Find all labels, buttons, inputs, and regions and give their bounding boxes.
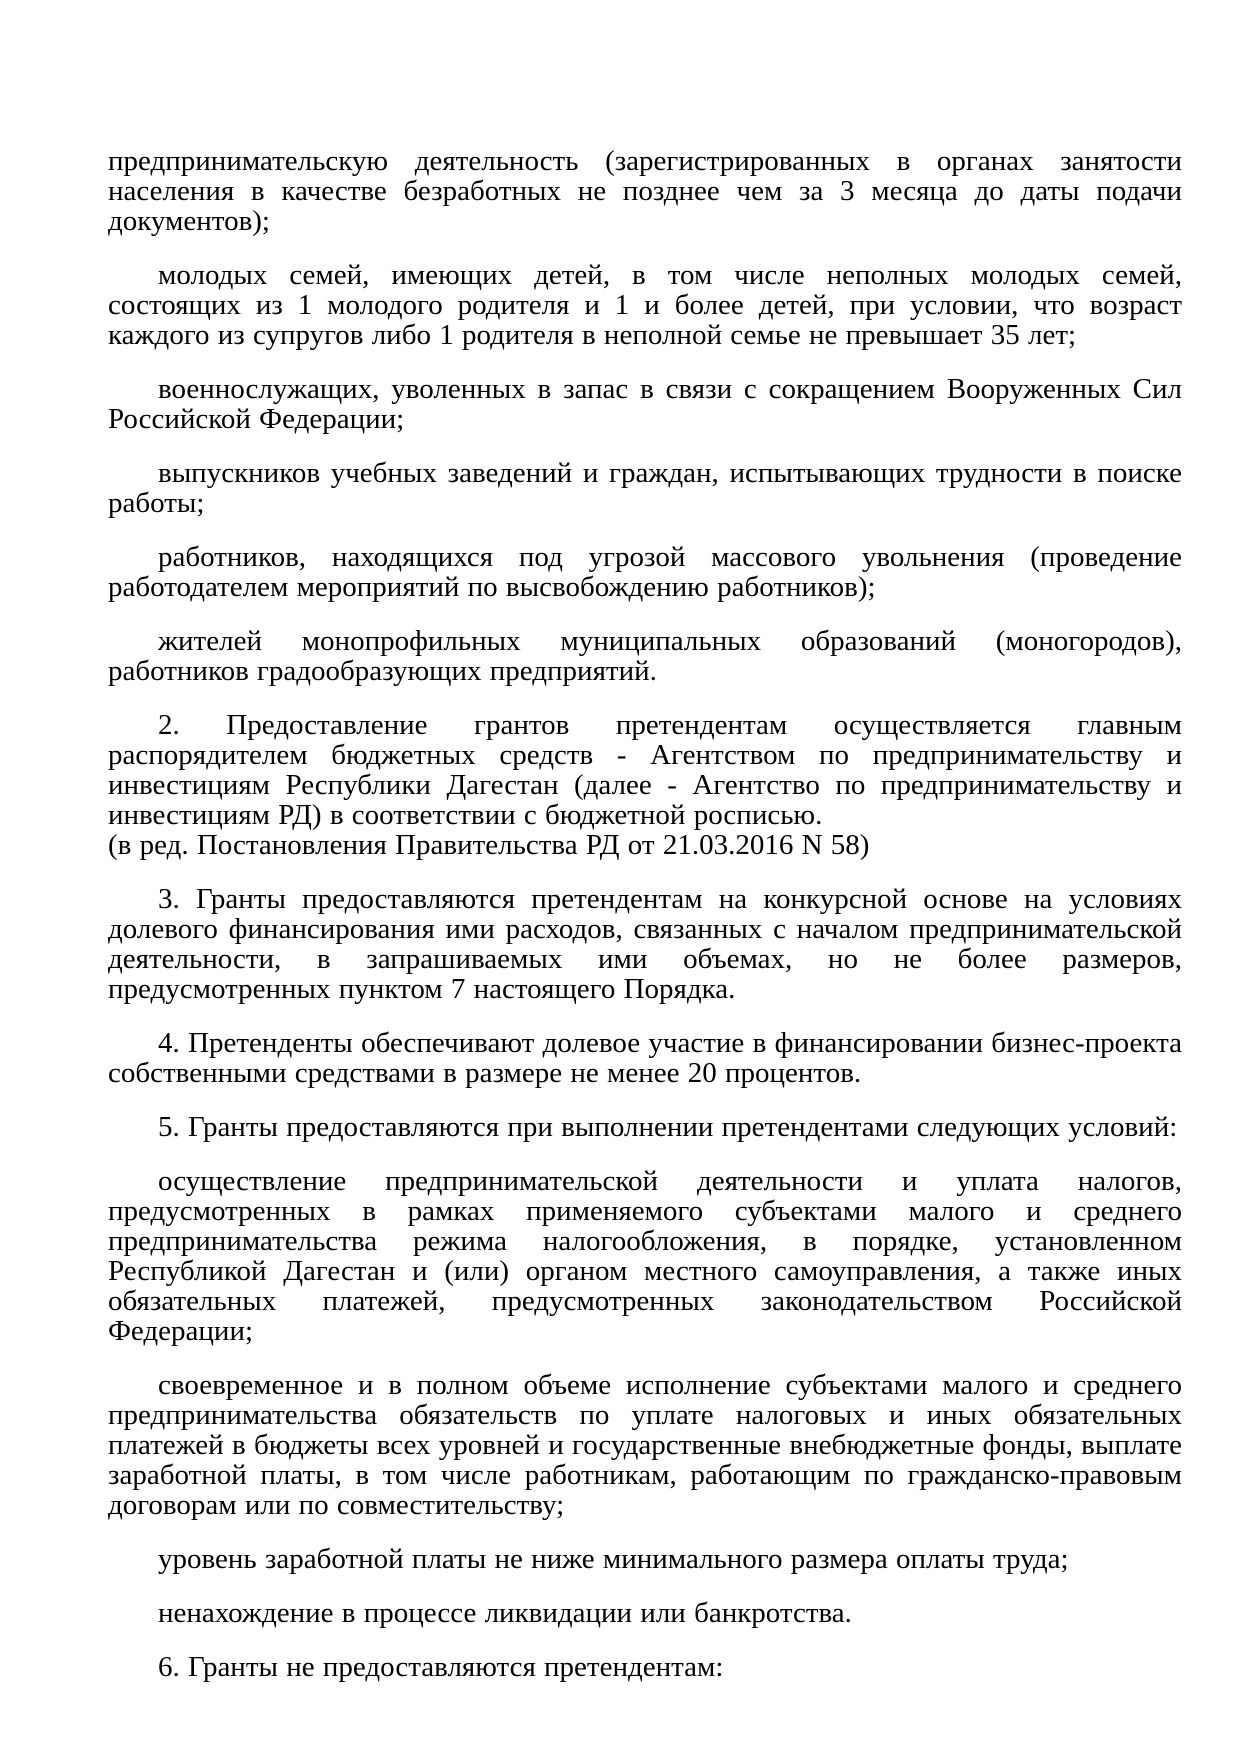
- paragraph-condition-taxes: осуществление предпринимательской деятельности и уплата налогов, предусмотренных в рамках применяемого субъектами малого и среднего предпринимательства режима налогообложения, в порядке, установленном Республикой Дагестан и (или) органом местного самоуправления, а также иных обязательных платежей, предусмотренных законодательством Российской Федерации;: [108, 1165, 1182, 1347]
- paragraph-condition-no-liquidation: ненахождение в процессе ликвидации или банкротства.: [158, 1597, 852, 1629]
- paragraph-item-2: 2. Предоставление грантов претендентам осуществляется главным распорядителем бюджетных средств - Агентством по предпринимательству и инвестициям Республики Дагестан (далее - Агентство по предпринимательству и инвестициям РД) в соответствии с бюджетной росписью.: [108, 709, 1182, 831]
- paragraph-item-3: 3. Гранты предоставляются претендентам на конкурсной основе на условиях долевого финансирования ими расходов, связанных с началом предпринимательской деятельности, в запрашиваемых ими объемах, но не более размеров, предусмотренных пунктом 7 настоящего Порядка.: [108, 883, 1182, 1005]
- paragraph-item-6: 6. Гранты не предоставляются претендентам:: [158, 1651, 724, 1683]
- paragraph-item-5: 5. Гранты предоставляются при выполнении претендентами следующих условий:: [158, 1111, 1178, 1143]
- paragraph-condition-wage: уровень заработной платы не ниже минимального размера оплаты труда;: [158, 1543, 1069, 1575]
- paragraph-condition-payments: своевременное и в полном объеме исполнение субъектами малого и среднего предпринимательства обязательств по уплате налоговых и иных обязательных платежей в бюджеты всех уровней и государственные внебюджетные фонды, выплате заработной платы, в том числе работникам, работающим по гражданско-правовым договорам или по совместительству;: [108, 1369, 1182, 1521]
- paragraph-young-families: молодых семей, имеющих детей, в том числе неполных молодых семей, состоящих из 1 молодого родителя и 1 и более детей, при условии, что возраст каждого из супругов либо 1 родителя в неполной семье не превышает 35 лет;: [108, 259, 1182, 351]
- amendment-note: (в ред. Постановления Правительства РД от 21.03.2016 N 58): [108, 829, 870, 861]
- paragraph-continuation: предпринимательскую деятельность (зарегистрированных в органах занятости населения в качестве безработных не позднее чем за 3 месяца до даты подачи документов);: [108, 145, 1182, 237]
- paragraph-graduates: выпускников учебных заведений и граждан, испытывающих трудности в поиске работы;: [108, 457, 1182, 519]
- paragraph-monotown-residents: жителей монопрофильных муниципальных образований (моногородов), работников градообразующих предприятий.: [108, 625, 1182, 687]
- paragraph-workers-at-risk: работников, находящихся под угрозой массового увольнения (проведение работодателем мероприятий по высвобождению работников);: [108, 541, 1182, 603]
- paragraph-item-4: 4. Претенденты обеспечивают долевое участие в финансировании бизнес-проекта собственными средствами в размере не менее 20 процентов.: [108, 1027, 1182, 1089]
- paragraph-military: военнослужащих, уволенных в запас в связи с сокращением Вооруженных Сил Российской Федерации;: [108, 373, 1182, 435]
